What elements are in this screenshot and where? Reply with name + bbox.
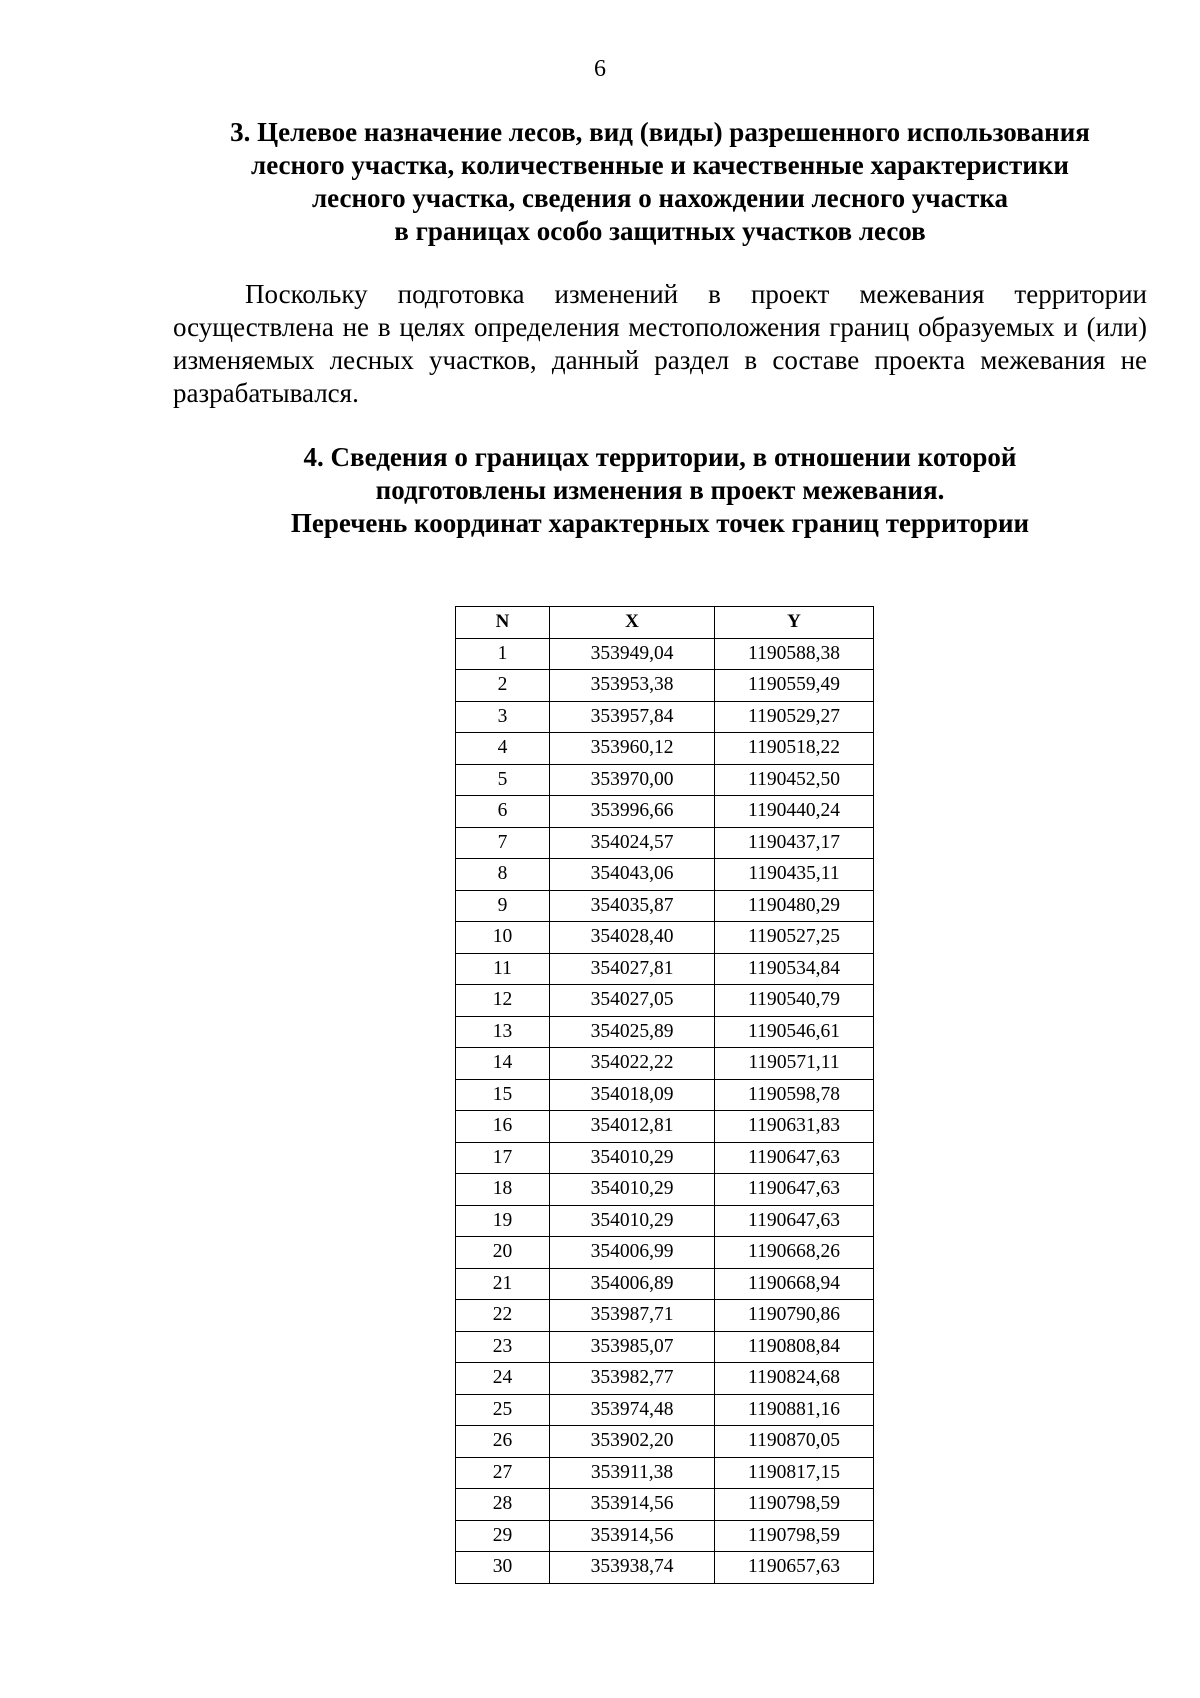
cell-x: 353938,74: [550, 1552, 715, 1584]
cell-n: 26: [456, 1426, 550, 1458]
cell-n: 25: [456, 1394, 550, 1426]
cell-x: 353987,71: [550, 1300, 715, 1332]
table-row: [456, 1237, 874, 1269]
section-4-title-line: подготовлены изменения в проект межевания.: [375, 475, 945, 505]
table-row: [456, 890, 874, 922]
cell-n: 3: [456, 701, 550, 733]
table-row: [456, 1552, 874, 1584]
cell-x: 354006,99: [550, 1237, 715, 1269]
table-row: [456, 1174, 874, 1206]
cell-n: 13: [456, 1016, 550, 1048]
table-row: [456, 1363, 874, 1395]
cell-n: 16: [456, 1111, 550, 1143]
cell-x: 354025,89: [550, 1016, 715, 1048]
cell-x: 354035,87: [550, 890, 715, 922]
section-3-body: Поскольку подготовка изменений в проект межевания территории осуществлена не в целях определения местоположения границ образуемых и (или) изменяемых лесных участков, данный раздел в составе проекта межевания не разрабатывался.: [173, 279, 1147, 408]
cell-n: 19: [456, 1205, 550, 1237]
cell-y: 1190559,49: [715, 670, 874, 702]
cell-n: 2: [456, 670, 550, 702]
table-row: [456, 1520, 874, 1552]
cell-x: 353996,66: [550, 796, 715, 828]
cell-x: 354022,22: [550, 1048, 715, 1080]
cell-x: 353957,84: [550, 701, 715, 733]
cell-x: 353960,12: [550, 733, 715, 765]
cell-y: 1190631,83: [715, 1111, 874, 1143]
cell-x: 353949,04: [550, 638, 715, 670]
cell-x: 354027,05: [550, 985, 715, 1017]
section-3-title-line: лесного участка, количественные и качественные характеристики: [251, 150, 1069, 180]
table-row: [456, 1142, 874, 1174]
table-row: [456, 796, 874, 828]
column-header-x: X: [550, 607, 715, 639]
cell-n: 9: [456, 890, 550, 922]
cell-y: 1190546,61: [715, 1016, 874, 1048]
table-row: [456, 1048, 874, 1080]
cell-y: 1190798,59: [715, 1489, 874, 1521]
cell-n: 5: [456, 764, 550, 796]
table-body: [456, 638, 874, 1583]
cell-y: 1190435,11: [715, 859, 874, 891]
cell-n: 20: [456, 1237, 550, 1269]
cell-x: 354006,89: [550, 1268, 715, 1300]
table-row: [456, 985, 874, 1017]
table-header-row: [456, 607, 874, 639]
cell-y: 1190437,17: [715, 827, 874, 859]
column-header-n: N: [456, 607, 550, 639]
table-row: [456, 670, 874, 702]
cell-y: 1190571,11: [715, 1048, 874, 1080]
cell-n: 28: [456, 1489, 550, 1521]
cell-n: 12: [456, 985, 550, 1017]
cell-y: 1190657,63: [715, 1552, 874, 1584]
table-row: [456, 1457, 874, 1489]
section-3-title-line: 3. Целевое назначение лесов, вид (виды) разрешенного использования: [230, 117, 1090, 147]
section-3-title-line: в границах особо защитных участков лесов: [394, 216, 926, 246]
cell-y: 1190480,29: [715, 890, 874, 922]
cell-n: 17: [456, 1142, 550, 1174]
table-row: [456, 638, 874, 670]
cell-n: 27: [456, 1457, 550, 1489]
column-header-y: Y: [715, 607, 874, 639]
cell-x: 354024,57: [550, 827, 715, 859]
cell-n: 6: [456, 796, 550, 828]
cell-x: 353902,20: [550, 1426, 715, 1458]
cell-y: 1190647,63: [715, 1205, 874, 1237]
cell-n: 7: [456, 827, 550, 859]
cell-x: 354018,09: [550, 1079, 715, 1111]
cell-n: 18: [456, 1174, 550, 1206]
table-row: [456, 1079, 874, 1111]
cell-y: 1190540,79: [715, 985, 874, 1017]
section-3-title-line: лесного участка, сведения о нахождении лесного участка: [312, 183, 1008, 213]
cell-n: 4: [456, 733, 550, 765]
cell-y: 1190668,94: [715, 1268, 874, 1300]
cell-n: 30: [456, 1552, 550, 1584]
cell-x: 353914,56: [550, 1520, 715, 1552]
cell-x: 353985,07: [550, 1331, 715, 1363]
table-row: [456, 1205, 874, 1237]
table-row: [456, 1300, 874, 1332]
cell-y: 1190518,22: [715, 733, 874, 765]
cell-y: 1190870,05: [715, 1426, 874, 1458]
cell-x: 353911,38: [550, 1457, 715, 1489]
table-row: [456, 1489, 874, 1521]
cell-x: 353914,56: [550, 1489, 715, 1521]
cell-x: 354027,81: [550, 953, 715, 985]
cell-n: 15: [456, 1079, 550, 1111]
cell-n: 11: [456, 953, 550, 985]
cell-n: 29: [456, 1520, 550, 1552]
cell-y: 1190529,27: [715, 701, 874, 733]
cell-x: 353953,38: [550, 670, 715, 702]
page-number: 6: [594, 56, 606, 82]
table-row: [456, 1426, 874, 1458]
cell-x: 353970,00: [550, 764, 715, 796]
cell-n: 1: [456, 638, 550, 670]
cell-y: 1190817,15: [715, 1457, 874, 1489]
cell-x: 354010,29: [550, 1174, 715, 1206]
table-row: [456, 922, 874, 954]
cell-x: 354010,29: [550, 1205, 715, 1237]
cell-x: 354010,29: [550, 1142, 715, 1174]
cell-y: 1190527,25: [715, 922, 874, 954]
cell-y: 1190668,26: [715, 1237, 874, 1269]
cell-x: 354043,06: [550, 859, 715, 891]
table-row: [456, 1016, 874, 1048]
cell-y: 1190808,84: [715, 1331, 874, 1363]
section-3-title: [170, 116, 1150, 248]
table-row: [456, 701, 874, 733]
cell-y: 1190647,63: [715, 1174, 874, 1206]
section-4-title-line: 4. Сведения о границах территории, в отношении которой: [303, 442, 1017, 472]
cell-x: 353974,48: [550, 1394, 715, 1426]
table-row: [456, 1331, 874, 1363]
cell-n: 23: [456, 1331, 550, 1363]
cell-y: 1190824,68: [715, 1363, 874, 1395]
table-row: [456, 1268, 874, 1300]
cell-y: 1190440,24: [715, 796, 874, 828]
cell-y: 1190790,86: [715, 1300, 874, 1332]
table-row: [456, 764, 874, 796]
cell-y: 1190798,59: [715, 1520, 874, 1552]
cell-n: 24: [456, 1363, 550, 1395]
cell-y: 1190647,63: [715, 1142, 874, 1174]
cell-x: 354028,40: [550, 922, 715, 954]
cell-y: 1190452,50: [715, 764, 874, 796]
table-row: [456, 1394, 874, 1426]
table-row: [456, 1111, 874, 1143]
coordinates-table: [455, 606, 874, 1584]
cell-y: 1190881,16: [715, 1394, 874, 1426]
cell-x: 353982,77: [550, 1363, 715, 1395]
section-4-title-line: Перечень координат характерных точек границ территории: [290, 508, 1030, 538]
cell-y: 1190534,84: [715, 953, 874, 985]
section-4-title: [170, 441, 1150, 540]
cell-n: 21: [456, 1268, 550, 1300]
table-row: [456, 733, 874, 765]
cell-y: 1190598,78: [715, 1079, 874, 1111]
table-row: [456, 827, 874, 859]
cell-n: 8: [456, 859, 550, 891]
cell-y: 1190588,38: [715, 638, 874, 670]
cell-n: 14: [456, 1048, 550, 1080]
cell-n: 10: [456, 922, 550, 954]
table-row: [456, 859, 874, 891]
cell-n: 22: [456, 1300, 550, 1332]
cell-x: 354012,81: [550, 1111, 715, 1143]
table-row: [456, 953, 874, 985]
